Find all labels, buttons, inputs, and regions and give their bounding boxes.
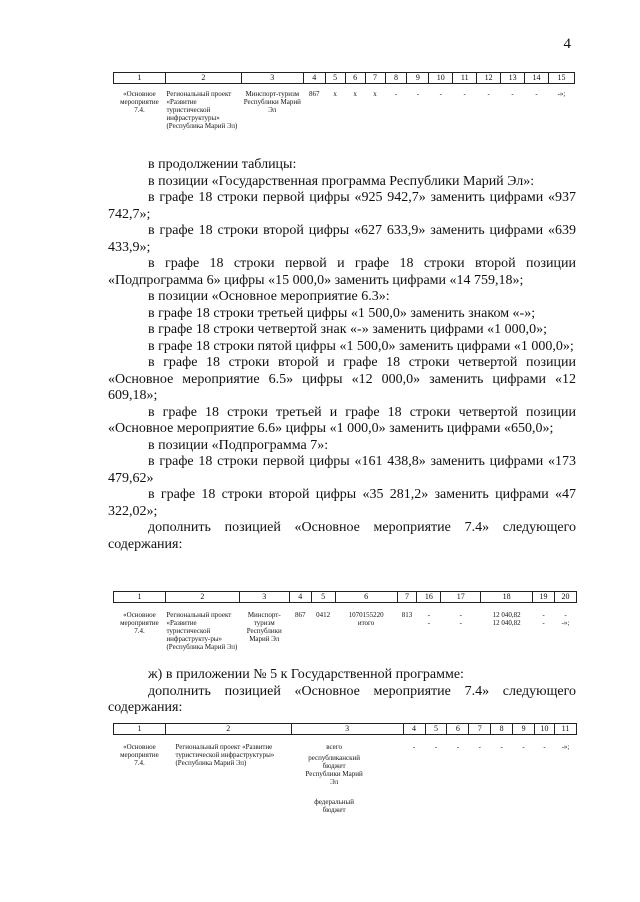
- cell-line: -: [542, 619, 545, 628]
- cell: Минспорт-туризм Республики Марий Эл: [246, 611, 282, 644]
- paragraph: в графе 18 строки второй и графе 18 строки четвертой позиции «Основное мероприятие 6.5» цифры «12 000,0» заменить цифрами «12 609,18»;: [108, 355, 576, 403]
- cell: -: [439, 90, 442, 98]
- cell: -: [456, 743, 460, 751]
- paragraph: в продолжении таблицы:: [148, 157, 297, 172]
- table-2: [113, 591, 577, 651]
- cell: Региональный проект «Развитие туристической инфраструкту-ры» (Республика Марий Эл): [166, 611, 238, 652]
- cell: [441, 603, 481, 652]
- cell-line: республиканский бюджет Республики Марий Эл: [305, 754, 363, 787]
- cell: «Основное мероприятие 7.4.: [120, 611, 159, 636]
- paragraph: в графе 18 строки пятой цифры «1 500,0» заменить цифрами «1 000,0»;: [148, 338, 574, 354]
- paragraph: в графе 18 строки первой цифры «925 942,7» заменить цифрами «937 742,7»;: [108, 190, 576, 222]
- cell: -»;: [561, 743, 570, 751]
- table-1: [113, 72, 575, 130]
- header-cell: 5: [325, 73, 345, 84]
- paragraph: ж) в приложении № 5 к Государственной программе:: [148, 667, 464, 682]
- cell: -: [535, 90, 538, 98]
- cell-line: -»;: [561, 619, 570, 628]
- paragraph: в позиции «Государственная программа Республики Марий Эл»:: [148, 173, 535, 189]
- paragraph: в позиции «Основное мероприятие 6.3»:: [148, 289, 390, 304]
- cell: «Основное мероприятие 7.4.: [120, 743, 159, 768]
- cell: [291, 735, 403, 815]
- header-cell: 9: [513, 724, 535, 735]
- cell: 0412: [316, 611, 331, 619]
- cell: -: [394, 90, 398, 98]
- cell: x: [353, 90, 357, 98]
- cell: -: [412, 743, 416, 751]
- cell: 813: [401, 611, 413, 619]
- header-cell: 6: [345, 73, 365, 84]
- cell: [533, 603, 555, 652]
- cell-line: федеральный бюджет: [314, 798, 354, 815]
- header-cell: 15: [548, 73, 574, 84]
- table-row: [114, 603, 577, 652]
- cell-line: итого: [357, 619, 375, 628]
- cell-line: -: [459, 611, 462, 619]
- header-cell: 16: [417, 592, 441, 603]
- header-cell: 14: [525, 73, 549, 84]
- header-cell: 4: [303, 73, 325, 84]
- paragraph: в позиции «Подпрограмма 7»:: [148, 437, 329, 453]
- cell-line: -: [542, 611, 545, 619]
- paragraph: в графе 18 строки второй цифры «35 281,2» заменить цифрами «47 322,02»;: [108, 487, 576, 519]
- cell: -»;: [557, 90, 566, 98]
- header-cell: 1: [114, 592, 166, 603]
- header-cell: 2: [165, 724, 291, 735]
- header-cell: 2: [165, 73, 241, 84]
- cell-line: -: [564, 611, 567, 619]
- header-cell: 2: [165, 592, 239, 603]
- header-cell: 3: [241, 73, 303, 84]
- cell: -: [511, 90, 514, 98]
- paragraph: дополнить позицией «Основное мероприятие 7.4» следующего содержания:: [108, 520, 576, 552]
- cell: [335, 603, 397, 652]
- header-cell: 8: [491, 724, 513, 735]
- cell: x: [373, 90, 377, 98]
- paragraph: в графе 18 строки первой цифры «161 438,8» заменить цифрами «173 479,62»: [108, 454, 576, 486]
- cell: -: [487, 90, 490, 98]
- header-cell: 9: [407, 73, 429, 84]
- header-cell: 3: [291, 724, 403, 735]
- table-header-row: [114, 73, 575, 84]
- paragraph: в графе 18 строки второй цифры «627 633,9» заменить цифрами «639 433,9»;: [108, 223, 576, 255]
- header-cell: 1: [114, 724, 166, 735]
- cell: 867: [294, 611, 306, 619]
- cell: -: [434, 743, 438, 751]
- cell-line: 1070155220: [348, 611, 384, 619]
- cell: [554, 603, 576, 652]
- table-3: [113, 723, 577, 814]
- header-cell: 10: [429, 73, 453, 84]
- amendments-text-2: [108, 667, 576, 717]
- table-header-row: [114, 592, 577, 603]
- paragraph: в графе 18 строки третьей цифры «1 500,0» заменить знаком «-»;: [148, 305, 536, 321]
- header-cell: 4: [289, 592, 311, 603]
- header-cell: 20: [554, 592, 576, 603]
- header-cell: 6: [447, 724, 469, 735]
- header-cell: 10: [535, 724, 555, 735]
- cell: -: [416, 90, 420, 98]
- cell-line: -: [427, 611, 431, 619]
- cell: [481, 603, 533, 652]
- cell: -: [500, 743, 503, 751]
- cell: -: [522, 743, 525, 751]
- cell-line: -: [427, 619, 431, 628]
- cell: Минспорт-туризм Республики Марий Эл: [243, 90, 301, 115]
- header-cell: 6: [335, 592, 397, 603]
- cell: Региональный проект «Развитие туристической инфраструктуры» (Республика Марий Эл): [175, 743, 275, 768]
- header-cell: 5: [425, 724, 447, 735]
- header-cell: 17: [441, 592, 481, 603]
- header-cell: 7: [365, 73, 385, 84]
- paragraph: дополнить позицией «Основное мероприятие 7.4» следующего содержания:: [108, 683, 576, 715]
- cell-line: всего: [326, 743, 342, 751]
- cell: -: [478, 743, 481, 751]
- cell-line: 12 040,82: [492, 611, 521, 619]
- header-cell: 7: [469, 724, 491, 735]
- header-cell: 5: [311, 592, 335, 603]
- table-header-row: [114, 724, 577, 735]
- header-cell: 4: [403, 724, 425, 735]
- header-cell: 18: [481, 592, 533, 603]
- table-row: [114, 84, 575, 131]
- cell: Региональный проект «Развитие туристической инфраструктуры» (Республика Марий Эл): [166, 90, 238, 131]
- cell: «Основное мероприятие 7.4.: [120, 90, 159, 115]
- header-cell: 11: [554, 724, 576, 735]
- page-number: 4: [563, 36, 571, 52]
- cell-line: 12 040,82: [492, 619, 521, 628]
- cell: [417, 603, 441, 652]
- cell: 867: [308, 90, 320, 98]
- amendments-text-1: [108, 157, 576, 553]
- header-cell: 19: [533, 592, 555, 603]
- cell: -: [463, 90, 466, 98]
- header-cell: 13: [501, 73, 525, 84]
- header-cell: 8: [385, 73, 407, 84]
- table-row: [114, 735, 577, 815]
- header-cell: 11: [453, 73, 477, 84]
- cell: x: [333, 90, 337, 98]
- header-cell: 12: [477, 73, 501, 84]
- header-cell: 3: [239, 592, 289, 603]
- paragraph: в графе 18 строки третьей и графе 18 строки четвертой позиции «Основное мероприятие 6.6» цифры «1 000,0» заменить цифрами «650,0»;: [108, 404, 576, 436]
- cell-line: -: [459, 619, 462, 628]
- cell: -: [543, 743, 546, 751]
- header-cell: 7: [397, 592, 417, 603]
- paragraph: в графе 18 строки первой и графе 18 строки второй позиции «Подпрограмма 6» цифры «15 000,0» заменить цифрами «14 759,18»;: [108, 256, 576, 288]
- paragraph: в графе 18 строки четвертой знак «-» заменить цифрами «1 000,0»;: [148, 322, 548, 337]
- header-cell: 1: [114, 73, 166, 84]
